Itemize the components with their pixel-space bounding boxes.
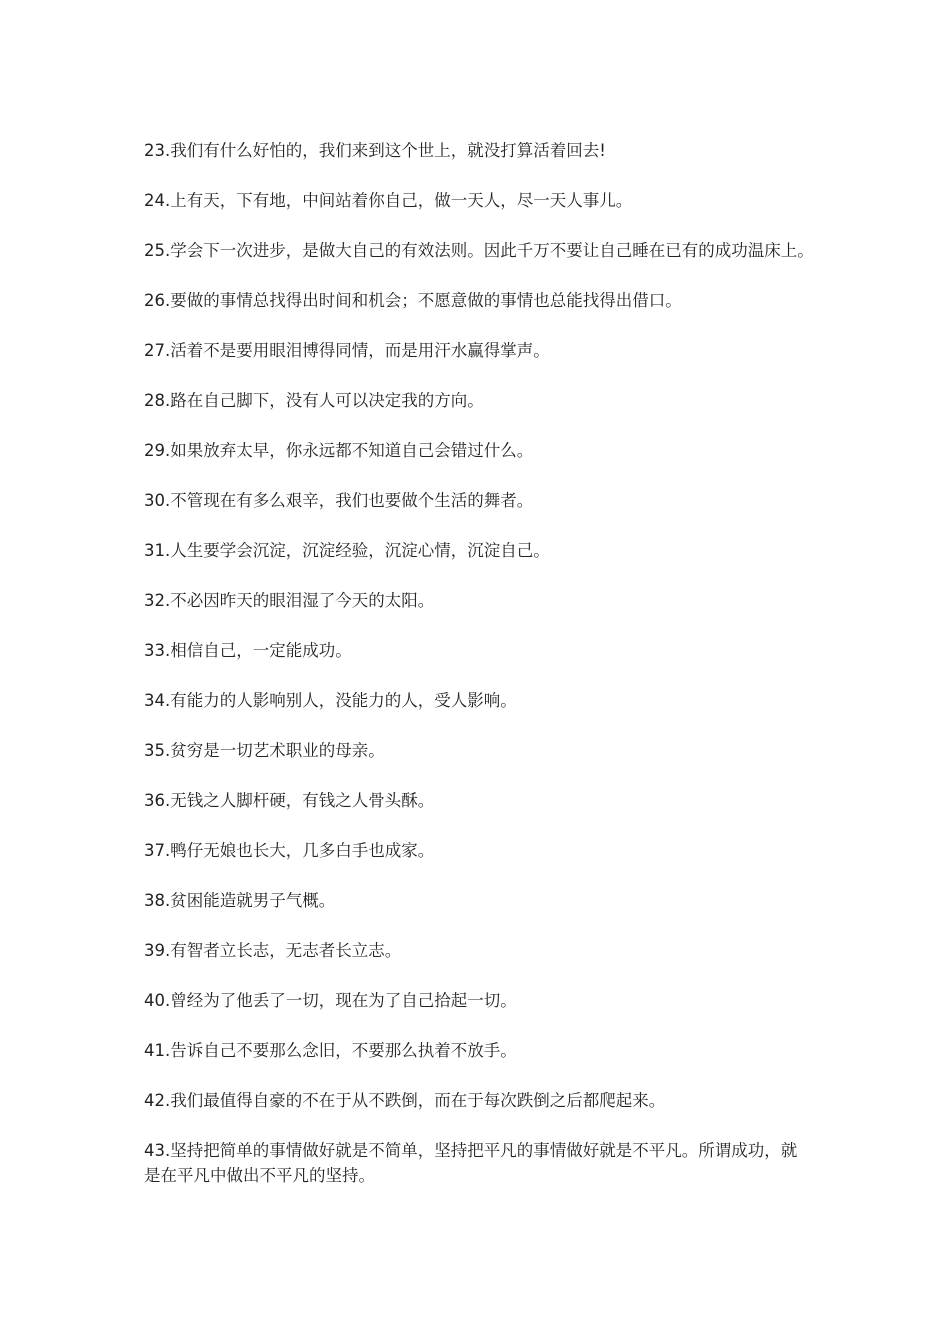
quote-line-26: 26.要做的事情总找得出时间和机会；不愿意做的事情也总能找得出借口。: [144, 291, 682, 310]
quote-line-36: 36.无钱之人脚杆硬，有钱之人骨头酥。: [144, 791, 435, 810]
quote-line-30: 30.不管现在有多么艰辛，我们也要做个生活的舞者。: [144, 491, 534, 510]
quote-line-38: 38.贫困能造就男子气概。: [144, 891, 336, 910]
quote-line-27: 27.活着不是要用眼泪博得同情，而是用汗水赢得掌声。: [144, 341, 550, 360]
quote-line-28: 28.路在自己脚下，没有人可以决定我的方向。: [144, 391, 484, 410]
quote-line-43: 43.坚持把简单的事情做好就是不简单，坚持把平凡的事情做好就是不平凡。所谓成功，就是在平凡中做出不平凡的坚持。: [144, 1141, 798, 1185]
quote-line-39: 39.有智者立长志，无志者长立志。: [144, 941, 402, 960]
quote-line-25: 25.学会下一次进步，是做大自己的有效法则。因此千万不要让自己睡在已有的成功温床上。: [144, 241, 814, 260]
quote-line-37: 37.鸭仔无娘也长大，几多白手也成家。: [144, 841, 435, 860]
quote-line-24: 24.上有天，下有地，中间站着你自己，做一天人，尽一天人事儿。: [144, 191, 633, 210]
quote-line-31: 31.人生要学会沉淀，沉淀经验，沉淀心情，沉淀自己。: [144, 541, 550, 560]
quote-line-42: 42.我们最值得自豪的不在于从不跌倒，而在于每次跌倒之后都爬起来。: [144, 1091, 666, 1110]
quote-line-35: 35.贫穷是一切艺术职业的母亲。: [144, 741, 385, 760]
quote-line-34: 34.有能力的人影响别人，没能力的人，受人影响。: [144, 691, 517, 710]
quote-line-32: 32.不必因昨天的眼泪湿了今天的太阳。: [144, 591, 435, 610]
quote-list: [144, 138, 824, 1213]
quote-line-33: 33.相信自己，一定能成功。: [144, 641, 352, 660]
quote-line-40: 40.曾经为了他丢了一切，现在为了自己拾起一切。: [144, 991, 517, 1010]
quote-line-29: 29.如果放弃太早，你永远都不知道自己会错过什么。: [144, 441, 534, 460]
quote-line-41: 41.告诉自己不要那么念旧，不要那么执着不放手。: [144, 1041, 517, 1060]
quote-line-23: 23.我们有什么好怕的，我们来到这个世上，就没打算活着回去!: [144, 141, 606, 160]
